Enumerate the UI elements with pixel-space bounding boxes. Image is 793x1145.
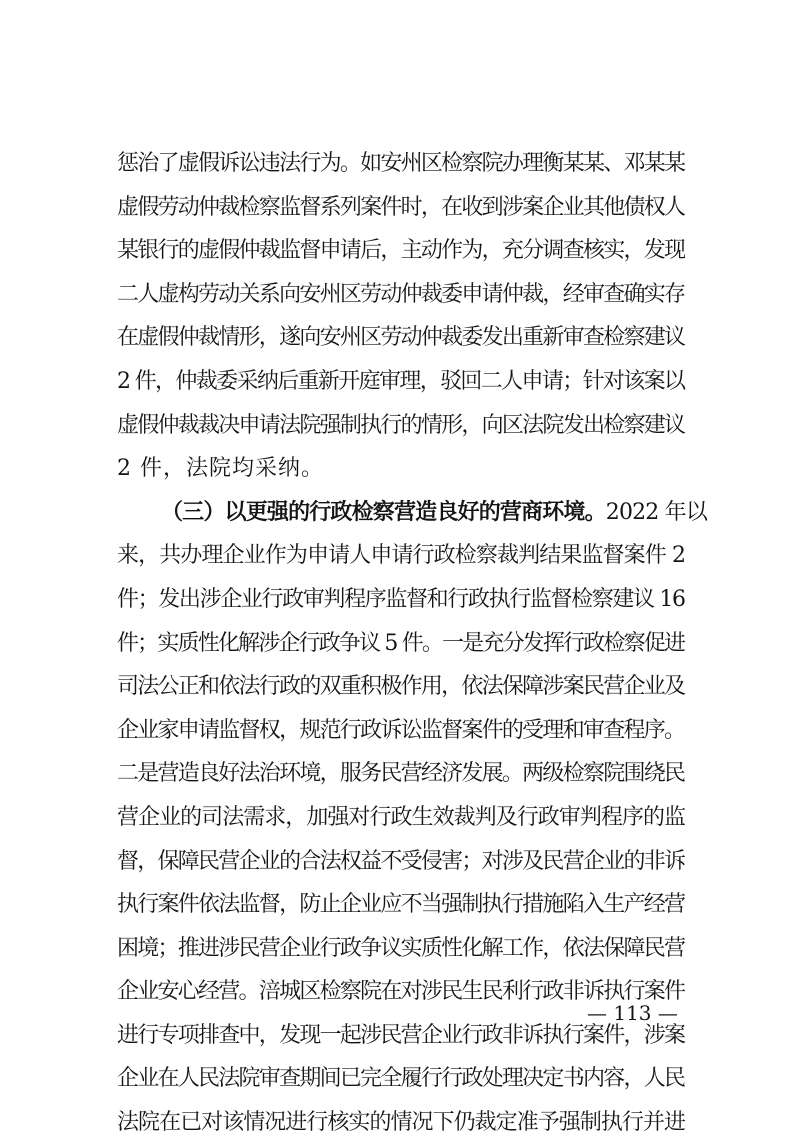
text-line: 二人虚构劳动关系向安州区劳动仲裁委申请仲裁，经审查确实存 bbox=[117, 281, 685, 307]
text-line: 企业在人民法院审查期间已完全履行行政处理决定书内容，人民 bbox=[117, 1066, 685, 1092]
text-line: 2 件，法院均采纳。 bbox=[117, 456, 324, 482]
text-line: 某银行的虚假仲裁监督申请后，主动作为，充分调查核实，发现 bbox=[117, 238, 685, 264]
text-line: 企业家申请监督权，规范行政诉讼监督案件的受理和审查程序。 bbox=[117, 717, 685, 743]
text-line: 虚假仲裁裁决申请法院强制执行的情形，向区法院发出检察建议 bbox=[117, 412, 685, 438]
page-number: — 113 — bbox=[587, 1001, 678, 1025]
text-line: 司法公正和依法行政的双重积极作用，依法保障涉案民营企业及 bbox=[117, 674, 685, 700]
body-text bbox=[117, 142, 708, 1145]
text-line: 在虚假仲裁情形，遂向安州区劳动仲裁委发出重新审查检察建议 bbox=[117, 325, 685, 351]
text-line: 督，保障民营企业的合法权益不受侵害；对涉及民营企业的非诉 bbox=[117, 848, 685, 874]
text-line: 虚假劳动仲裁检察监督系列案件时，在收到涉案企业其他债权人 bbox=[117, 194, 685, 220]
section-heading: （三）以更强的行政检察营造良好的营商环境。 bbox=[161, 499, 606, 525]
text-line: 惩治了虚假诉讼违法行为。如安州区检察院办理衡某某、邓某某 bbox=[117, 151, 685, 176]
text-line: 困境；推进涉民营企业行政争议实质性化解工作，依法保障民营 bbox=[117, 935, 685, 961]
text-line: 企业安心经营。涪城区检察院在对涉民生民利行政非诉执行案件 bbox=[117, 979, 685, 1005]
text-line: 件；实质性化解涉企行政争议 5 件。一是充分发挥行政检察促进 bbox=[117, 630, 685, 656]
text-line: 执行案件依法监督，防止企业应不当强制执行措施陷入生产经营 bbox=[117, 892, 685, 918]
text-line: 营企业的司法需求，加强对行政生效裁判及行政审判程序的监 bbox=[117, 804, 686, 830]
text-line: 法院在已对该情况进行核实的情况下仍裁定准予强制执行并进 bbox=[117, 1110, 686, 1136]
text-line: 来，共办理企业作为申请人申请行政检察裁判结果监督案件 2 bbox=[117, 543, 686, 569]
text-line: 进行专项排查中，发现一起涉民营企业行政非诉执行案件，涉案 bbox=[117, 1022, 685, 1048]
section-heading-tail: 2022 年以 bbox=[605, 499, 708, 525]
text-line: 2 件，仲裁委采纳后重新开庭审理，驳回二人申请；针对该案以 bbox=[117, 368, 685, 394]
text-line: 件；发出涉企业行政审判程序监督和行政执行监督检察建议 16 bbox=[117, 586, 685, 612]
text-line: 二是营造良好法治环境，服务民营经济发展。两级检察院围绕民 bbox=[117, 761, 685, 787]
section-heading-line bbox=[117, 491, 708, 535]
